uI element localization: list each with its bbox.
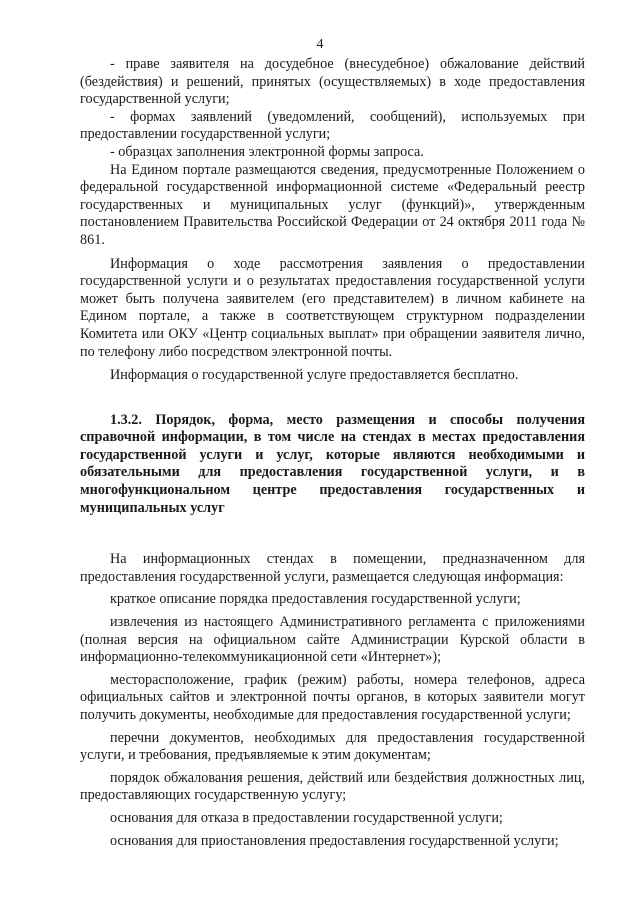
page-number: 4 <box>316 37 324 52</box>
list-item: основания для приостановления предоставления государственной услуги; <box>110 832 559 849</box>
list-item: извлечения из настоящего Административного регламента с приложениями (полная версия на официальном сайте Администрации Курской области в информационно-телекоммуникационной сети «Интернет»); <box>80 614 585 666</box>
list-item: месторасположение, график (режим) работы, номера телефонов, адреса официальных сайтов и электронной почты органов, в которых заявители могут получить документы, необходимые для предоставления государственной услуги; <box>80 671 585 723</box>
stand-intro: На информационных стендах в помещении, предназначенном для предоставления государственной услуги, размещается следующая информация: <box>80 551 585 585</box>
paragraph: - формах заявлений (уведомлений, сообщений), используемых при предоставлении государственной услуги; <box>80 108 585 143</box>
list-item: перечни документов, необходимых для предоставления государственной услуги, и требования, предъявляемые к этим документам; <box>80 729 585 764</box>
document-body <box>80 56 585 850</box>
paragraph: Информация о государственной услуге предоставляется бесплатно. <box>110 367 519 384</box>
list-item: порядок обжалования решения, действий или бездействия должностных лиц, предоставляющих государственную услугу; <box>80 769 585 804</box>
section-heading: 1.3.2. Порядок, форма, место размещения и способы получения справочной информации, в том числе на стендах в местах предоставления государственной услуги и услуг, которые являются необходимыми и обязательными для предоставления государственной услуги, и в многофункциональном центре предоставления государственных и муниципальных услуг <box>80 411 585 516</box>
list-item: краткое описание порядка предоставления государственной услуги; <box>110 591 521 608</box>
paragraph: На Едином портале размещаются сведения, предусмотренные Положением о федеральной государственной информационной системе «Федеральный реестр государственных и муниципальных услуг (функций)», утвержденным постановлением Правительства Российской Федерации от 24 октября 2011 года № 861. <box>80 161 585 248</box>
paragraph: Информация о ходе рассмотрения заявления о предоставлении государственной услуги и о результатах предоставления государственной услуги может быть получена заявителем (его представителем) в личном кабинете на Едином портале, а также в соответствующем структурном подразделении Комитета или ОКУ «Центр социальных выплат» при обращении заявителя лично, по телефону либо посредством электронной почты. <box>80 255 585 360</box>
list-item: основания для отказа в предоставлении государственной услуги; <box>110 809 503 826</box>
paragraph: - праве заявителя на досудебное (внесудебное) обжалование действий (бездействия) и решений, принятых (осуществляемых) в ходе предоставления государственной услуги; <box>80 56 585 108</box>
paragraph: - образцах заполнения электронной формы запроса. <box>110 143 424 160</box>
